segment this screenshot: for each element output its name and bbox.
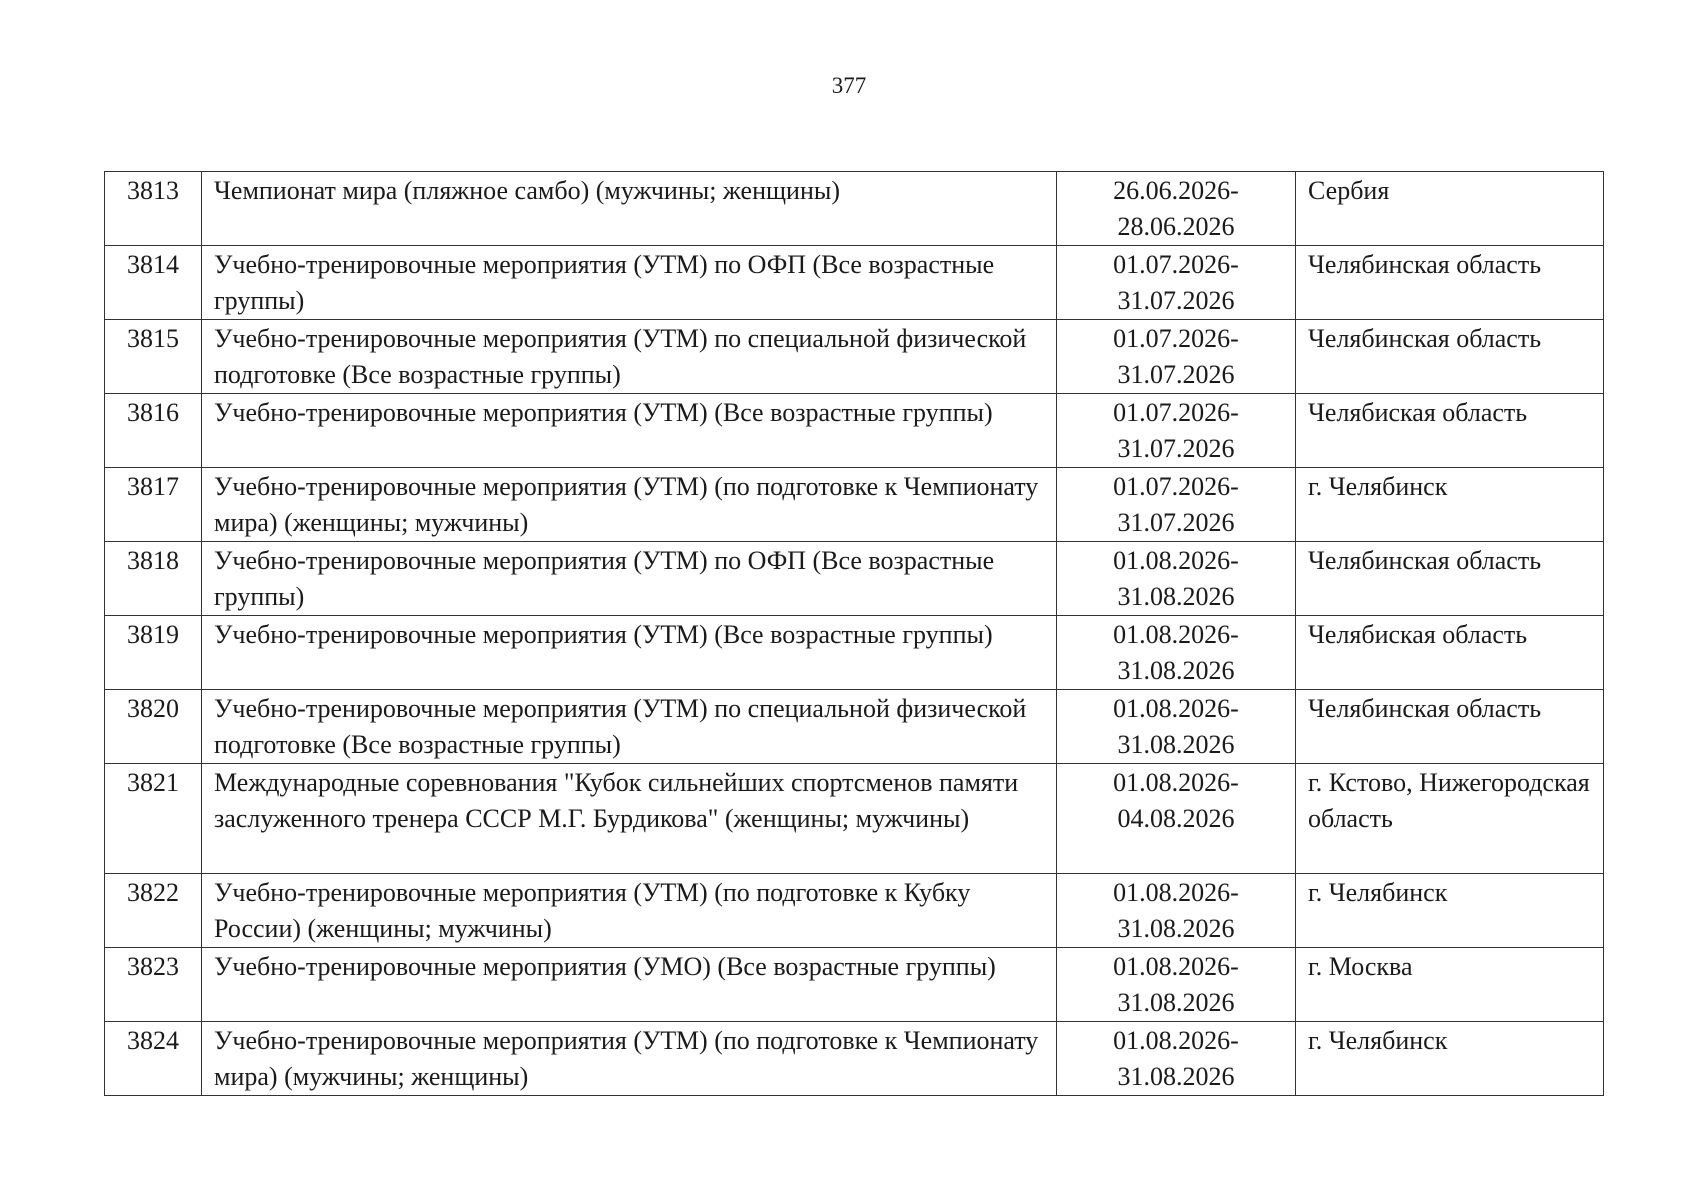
row-number: 3820	[105, 690, 202, 764]
date-start: 01.08.2026-	[1113, 952, 1239, 981]
date-end: 31.08.2026	[1117, 988, 1235, 1017]
event-place: г. Челябинск	[1296, 874, 1604, 948]
date-end: 31.08.2026	[1117, 914, 1235, 943]
table-row	[105, 616, 1604, 690]
table-row	[105, 1022, 1604, 1096]
date-end: 28.06.2026	[1117, 212, 1235, 241]
event-name: Учебно-тренировочные мероприятия (УМО) (Все возрастные группы)	[202, 948, 1057, 1022]
table-row	[105, 948, 1604, 1022]
event-name: Чемпионат мира (пляжное самбо) (мужчины; женщины)	[202, 172, 1057, 246]
event-name: Учебно-тренировочные мероприятия (УТМ) по ОФП (Все возрастные группы)	[202, 542, 1057, 616]
date-start: 01.07.2026-	[1113, 398, 1239, 427]
event-dates	[1057, 172, 1296, 246]
event-name: Учебно-тренировочные мероприятия (УТМ) (по подготовке к Чемпионату мира) (женщины; мужчины)	[202, 468, 1057, 542]
event-dates	[1057, 616, 1296, 690]
event-place: Челябинская область	[1296, 690, 1604, 764]
event-dates	[1057, 764, 1296, 874]
date-end: 31.08.2026	[1117, 656, 1235, 685]
table-row	[105, 542, 1604, 616]
row-number: 3823	[105, 948, 202, 1022]
date-start: 01.07.2026-	[1113, 472, 1239, 501]
date-start: 01.08.2026-	[1113, 1026, 1239, 1055]
date-end: 31.08.2026	[1117, 730, 1235, 759]
event-dates	[1057, 394, 1296, 468]
event-name: Учебно-тренировочные мероприятия (УТМ) по специальной физической подготовке (Все возрастные группы)	[202, 690, 1057, 764]
row-number: 3818	[105, 542, 202, 616]
event-dates	[1057, 320, 1296, 394]
event-place: Челябиская область	[1296, 616, 1604, 690]
row-number: 3821	[105, 764, 202, 874]
event-name: Учебно-тренировочные мероприятия (УТМ) по специальной физической подготовке (Все возрастные группы)	[202, 320, 1057, 394]
event-name: Учебно-тренировочные мероприятия (УТМ) (Все возрастные группы)	[202, 616, 1057, 690]
date-end: 31.07.2026	[1117, 286, 1235, 315]
event-dates	[1057, 542, 1296, 616]
date-start: 01.08.2026-	[1113, 878, 1239, 907]
row-number: 3817	[105, 468, 202, 542]
event-place: г. Москва	[1296, 948, 1604, 1022]
date-end: 31.07.2026	[1117, 508, 1235, 537]
events-table	[104, 171, 1604, 1096]
row-number: 3819	[105, 616, 202, 690]
page-number: 377	[831, 73, 867, 98]
event-place: г. Челябинск	[1296, 468, 1604, 542]
table-row	[105, 172, 1604, 246]
table-row	[105, 394, 1604, 468]
table-row	[105, 320, 1604, 394]
event-place: Челябинская область	[1296, 246, 1604, 320]
row-number: 3815	[105, 320, 202, 394]
date-start: 01.08.2026-	[1113, 620, 1239, 649]
event-name: Учебно-тренировочные мероприятия (УТМ) (Все возрастные группы)	[202, 394, 1057, 468]
date-start: 01.07.2026-	[1113, 324, 1239, 353]
event-name: Учебно-тренировочные мероприятия (УТМ) (по подготовке к Кубку России) (женщины; мужчины)	[202, 874, 1057, 948]
date-end: 31.07.2026	[1117, 360, 1235, 389]
date-start: 01.08.2026-	[1113, 694, 1239, 723]
event-dates	[1057, 948, 1296, 1022]
date-start: 26.06.2026-	[1113, 176, 1239, 205]
event-dates	[1057, 468, 1296, 542]
event-dates	[1057, 690, 1296, 764]
row-number: 3813	[105, 172, 202, 246]
event-place: г. Челябинск	[1296, 1022, 1604, 1096]
event-place: г. Кстово, Нижегородская область	[1296, 764, 1604, 874]
event-dates	[1057, 1022, 1296, 1096]
date-end: 04.08.2026	[1117, 804, 1235, 833]
event-dates	[1057, 246, 1296, 320]
row-number: 3822	[105, 874, 202, 948]
date-start: 01.08.2026-	[1113, 768, 1239, 797]
date-end: 31.08.2026	[1117, 582, 1235, 611]
event-name: Международные соревнования "Кубок сильнейших спортсменов памяти заслуженного тренера СССР М.Г. Бурдикова" (женщины; мужчины)	[202, 764, 1057, 874]
event-dates	[1057, 874, 1296, 948]
row-number: 3816	[105, 394, 202, 468]
table-row	[105, 690, 1604, 764]
row-number: 3824	[105, 1022, 202, 1096]
date-end: 31.07.2026	[1117, 434, 1235, 463]
table-row	[105, 874, 1604, 948]
event-name: Учебно-тренировочные мероприятия (УТМ) по ОФП (Все возрастные группы)	[202, 246, 1057, 320]
event-name: Учебно-тренировочные мероприятия (УТМ) (по подготовке к Чемпионату мира) (мужчины; женщины)	[202, 1022, 1057, 1096]
date-start: 01.08.2026-	[1113, 546, 1239, 575]
table-row	[105, 764, 1604, 874]
event-place: Челябинская область	[1296, 542, 1604, 616]
event-place: Челябинская область	[1296, 320, 1604, 394]
event-place: Сербия	[1296, 172, 1604, 246]
event-place: Челябиская область	[1296, 394, 1604, 468]
date-start: 01.07.2026-	[1113, 250, 1239, 279]
table-row	[105, 468, 1604, 542]
date-end: 31.08.2026	[1117, 1062, 1235, 1091]
table-row	[105, 246, 1604, 320]
row-number: 3814	[105, 246, 202, 320]
